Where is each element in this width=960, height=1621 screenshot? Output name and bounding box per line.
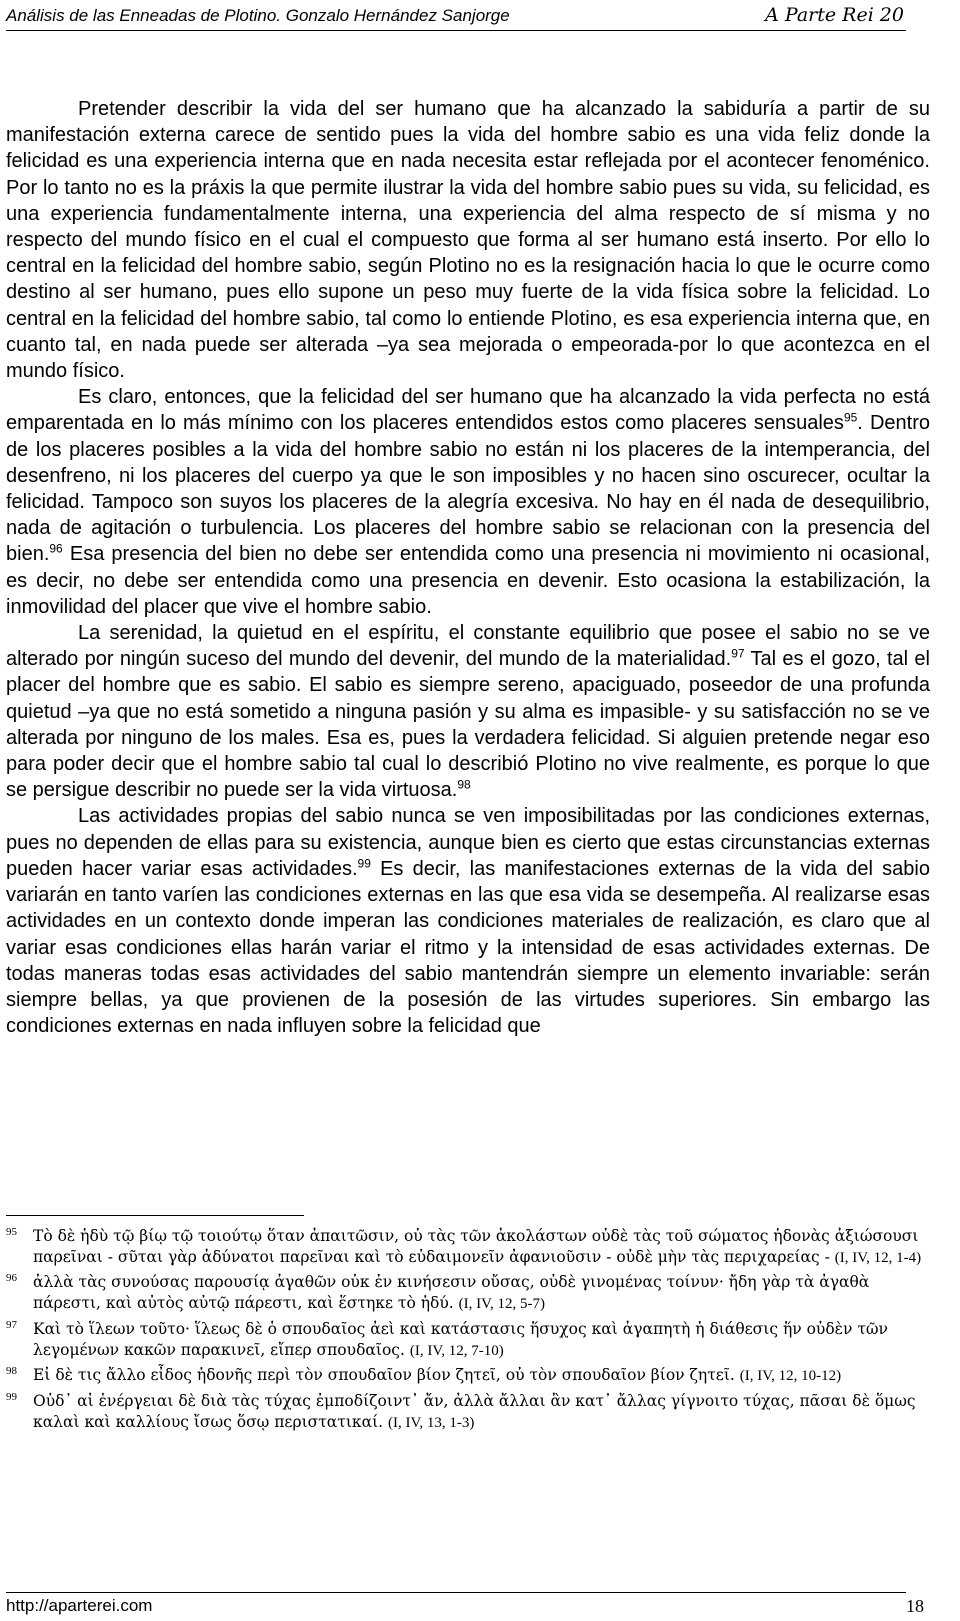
footnote-greek: Οὐδ᾽ αἱ ἐνέργειαι δὲ διὰ τὰς τύχας ἐμποδίζοιντ᾽ ἄν, ἀλλὰ ἄλλαι ἂν κατ᾽ ἄλλας γίγνοιτο τύχας, πᾶσαι δὲ ὅμως καλαὶ καὶ καλλίους ἴσως ὅσῳ περιστατικαί.: [33, 1391, 916, 1431]
footnote: [6, 1319, 930, 1361]
header-rule: [6, 30, 906, 31]
footnote-citation: (I, IV, 12, 1-4): [834, 1249, 922, 1266]
footnote: [6, 1365, 930, 1387]
footer-link[interactable]: http://aparterei.com: [6, 1596, 153, 1615]
footnote: [6, 1391, 930, 1433]
footnote-number: 95: [6, 1226, 17, 1238]
paragraph: Las actividades propias del sabio nunca se ven imposibilitadas por las condiciones externas, pues no dependen de ellas para su existencia, aunque bien es cierto que estas circunstancias externas pueden hacer variar esas actividades.$^{99}$ Es decir, las manifestaciones externas de la vida del sabio variarán en tanto varíen las condiciones externas en las que esa vida se desempeña. Al realizarse esas actividades en un contexto donde imperan las condiciones materiales de realización, es claro que al variar esas condiciones ellas harán variar el ritmo y la intensidad de esas actividades externas. De todas maneras todas esas actividades del sabio mantendrán siempre un elemento invariable: serán siempre bellas, ya que provienen de la posesión de las virtudes superiores. Sin embargo las condiciones externas en nada influyen sobre la felicidad que: [6, 805, 930, 1038]
footnote-citation: (I, IV, 13, 1-3): [388, 1414, 475, 1431]
paragraph: Pretender describir la vida del ser humano que ha alcanzado la sabiduría a partir de su manifestación externa carece de sentido pues la vida del hombre sabio es una vida feliz donde la felicidad es una experiencia interna que en nada necesita estar reflejada por el acontecer fenoménico. Por lo tanto no es la práxis la que permite ilustrar la vida del hombre sabio pues su vida, su felicidad, es una experiencia fundamentalmente interna, una experiencia del alma respecto de sí misma y no respecto del mundo físico en el cual el compuesto que forma al ser humano está inserto. Por ello lo central en la felicidad del hombre sabio, según Plotino no es la resignación hacia lo que le ocurre como destino al ser humano, pues ello supone un peso muy fuerte de la vida física sobre la felicidad. Lo central en la felicidad del hombre sabio, tal como lo entiende Plotino, es esa experiencia interna que, en cuanto tal, en nada puede ser alterada –ya sea mejorada o empeorada-por lo que acontezca en el mundo físico.: [6, 98, 930, 383]
footnote-ref[interactable]: 96: [49, 541, 63, 556]
paragraph: La serenidad, la quietud en el espíritu, el constante equilibrio que posee el sabio no se ve alterado por ningún suceso del mundo del devenir, del mundo de la materialidad.$^{97}$ Tal es el gozo, tal el placer del hombre que es sabio. El sabio es siempre sereno, apaciguado, poseedor de una profunda quietud –ya que no está sometido a ninguna pasión y su alma es impasible- y su satisfacción no se ve alterada por ninguno de los males. Esa es, pues la verdadera felicidad. Si alguien pretende negar eso para poder decir que el hombre sabio tal cual lo describió Plotino no vive realmente, es porque lo que se persigue describir no puede ser la vida virtuosa.$^{98}$: [6, 622, 930, 802]
footnotes: [6, 1226, 930, 1437]
footnote-greek: Τὸ δὲ ἡδὺ τῷ βίῳ τῷ τοιούτῳ ὅταν ἀπαιτῶσιν, οὐ τὰς τῶν ἀκολάστων οὐδὲ τὰς τοῦ σώματος ἡδονὰς ἀξιώσουσι παρεῖναι - σῦται γὰρ ἀδύνατοι παρεῖναι καὶ τὸ εὐδαιμονεῖν ἀφανιοῦσιν - οὐδὲ μὴν τὰς περιχαρείας -: [33, 1227, 919, 1266]
document-title: Análisis de las Enneadas de Plotino. Gonzalo Hernández Sanjorge: [6, 6, 510, 25]
footnote-number: 96: [6, 1272, 17, 1285]
footnote-number: 98: [6, 1365, 17, 1378]
footnote-greek: Εἰ δὲ τις ἄλλο εἶδος ἡδονῆς περὶ τὸν σπουδαῖον βίον ζητεῖ, οὐ τὸν σπουδαῖον βίον ζητεῖ.: [33, 1366, 735, 1385]
page-number: 18: [906, 1596, 924, 1616]
footnote-citation: (I, IV, 12, 10-12): [739, 1368, 842, 1385]
footnote-citation: (I, IV, 12, 7-10): [409, 1342, 504, 1359]
footnote-citation: (I, IV, 12, 5-7): [458, 1296, 546, 1313]
footnote-ref[interactable]: 97: [731, 646, 745, 661]
footnote-greek: ἀλλὰ τὰς συνούσας παρουσίᾳ ἀγαθῶν οὐκ ἐν κινήσεσιν οὔσας, οὐδὲ γινομένας τοίνυν· ἤδη γὰρ τὰ ἀγαθὰ πάρεστι, καὶ αὐτὸς αὐτῷ πάρεστι, καὶ ἕστηκε τὸ ἡδύ.: [33, 1273, 870, 1313]
footnote-ref[interactable]: 99: [357, 856, 371, 871]
footnote-number: 99: [6, 1390, 17, 1403]
body-text: [6, 96, 930, 1039]
footnote-number: 97: [6, 1318, 17, 1331]
footnote: [6, 1226, 930, 1268]
journal-brand: A Parte Rei 20: [765, 4, 904, 26]
page-header: [6, 4, 906, 28]
paragraph: Es claro, entonces, que la felicidad del ser humano que ha alcanzado la vida perfecta no está emparentada en lo más mínimo con los placeres entendidos estos como placeres sensuales$^{95}$. Dentro de los placeres posibles a la vida del hombre sabio no están ni los placeres de la intemperancia, del desenfreno, ni los placeres del cuerpo ya que le son imposibles y no hacen sino oscurecer, ocultar la felicidad. Tampoco son suyos los placeres de la alegría excesiva. No hay en él nada de desequilibrio, nada de agitación o turbulencia. Los placeres del hombre sabio se relacionan con la presencia del bien.$^{96}$ Esa presencia del bien no debe ser entendida como una presencia ni movimiento ni ocasional, es decir, no debe ser entendida como una presencia en devenir. Esto ocasiona la estabilización, la inmovilidad del placer que vive el hombre sabio.: [6, 386, 930, 618]
footnote-ref[interactable]: 95: [843, 410, 858, 425]
footnote-separator: [6, 1215, 304, 1216]
footnote: [6, 1272, 930, 1314]
footnote-ref[interactable]: 98: [457, 777, 471, 792]
footnote-greek: Καὶ τὸ ἵλεων τοῦτο· ἵλεως δὲ ὁ σπουδαῖος ἀεὶ καὶ κατάστασις ἥσυχος καὶ ἀγαπητὴ ἡ διάθεσις ἥν οὐδὲν τῶν λεγομένων κακῶν παρακινεῖ, εἴπερ σπουδαῖος.: [33, 1319, 888, 1359]
footer-rule: [6, 1592, 906, 1593]
page-footer: [6, 1596, 924, 1618]
